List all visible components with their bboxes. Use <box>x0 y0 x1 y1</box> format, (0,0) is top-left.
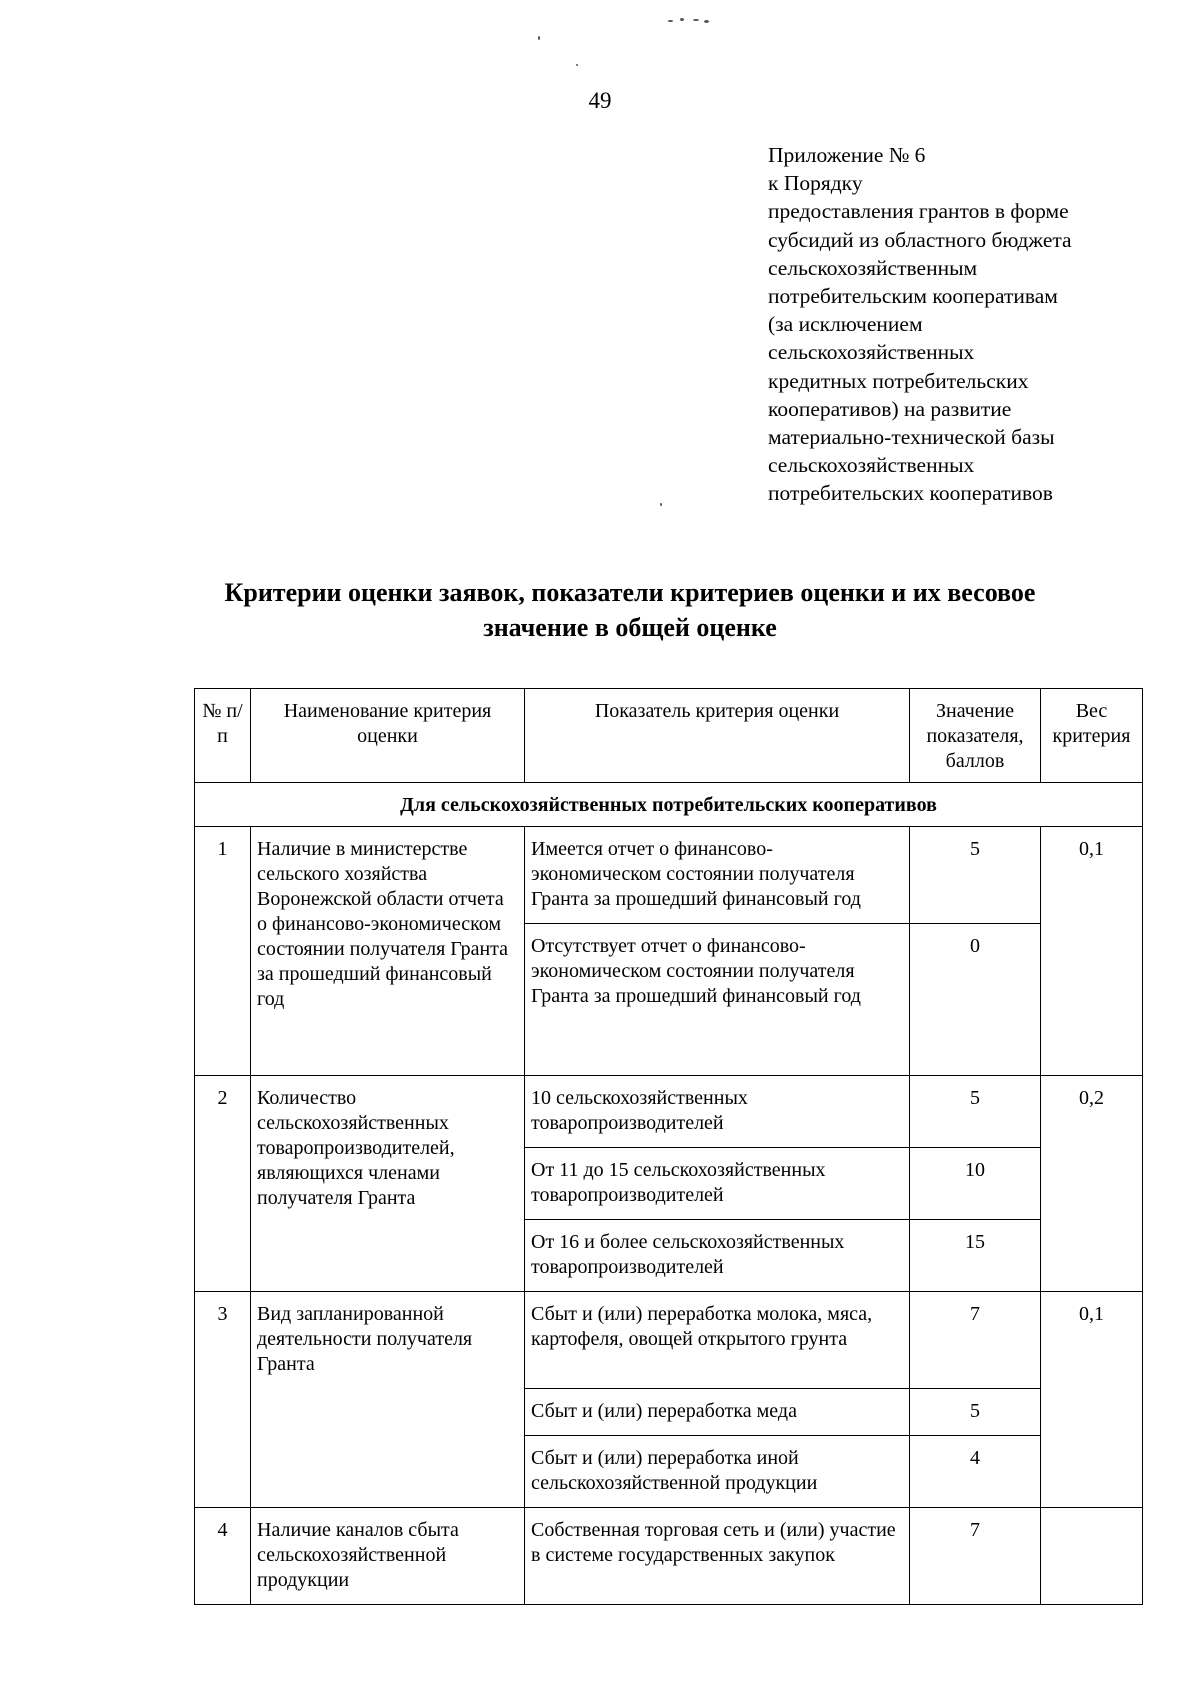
scan-speck <box>538 36 540 40</box>
appendix-line: потребительских кооперативов <box>768 481 1053 506</box>
appendix-line: сельскохозяйственных <box>768 340 975 365</box>
criterion-weight: 0,2 <box>1041 1076 1143 1292</box>
appendix-line: к Порядку <box>768 171 863 196</box>
indicator-value: 10 <box>910 1148 1041 1220</box>
title-line-2: значение в общей оценке <box>483 613 777 642</box>
indicator-text: Собственная торговая сеть и (или) участие в системе государственных закупок <box>525 1508 910 1605</box>
appendix-line: (за исключением <box>768 312 923 337</box>
appendix-line: материально-технической базы <box>768 425 1055 450</box>
appendix-line: кооперативов) на развитие <box>768 396 1012 421</box>
indicator-text: Отсутствует отчет о финансово-экономическом состоянии получателя Гранта за прошедший финансовый год <box>525 924 910 1076</box>
criterion-number: 4 <box>195 1508 251 1605</box>
table-row <box>195 1076 1143 1148</box>
indicator-value: 5 <box>910 1076 1041 1148</box>
appendix-line: предоставления грантов в форме <box>768 199 1069 224</box>
indicator-value: 15 <box>910 1220 1041 1292</box>
appendix-line: кредитных потребительских <box>768 368 1029 393</box>
section-title: Для сельскохозяйственных потребительских кооперативов <box>195 783 1143 827</box>
criterion-weight: 0,1 <box>1041 1292 1143 1508</box>
indicator-value: 7 <box>910 1508 1041 1605</box>
scan-speck <box>704 20 709 23</box>
criterion-weight <box>1041 1508 1143 1605</box>
indicator-text: От 16 и более сельскохозяйственных товаропроизводителей <box>525 1220 910 1292</box>
criterion-number: 1 <box>195 827 251 1076</box>
scan-speck <box>660 503 662 506</box>
table-row <box>195 1292 1143 1389</box>
indicator-text: 10 сельскохозяйственных товаропроизводителей <box>525 1076 910 1148</box>
indicator-text: Сбыт и (или) переработка молока, мяса, картофеля, овощей открытого грунта <box>525 1292 910 1389</box>
header-value: Значение показателя, баллов <box>910 689 1041 783</box>
table-row <box>195 1508 1143 1605</box>
indicator-value: 0 <box>910 924 1041 1076</box>
appendix-line: Приложение № 6 <box>768 143 926 167</box>
header-num: № п/п <box>195 689 251 783</box>
page-number: 49 <box>588 88 612 113</box>
appendix-line: сельскохозяйственных <box>768 453 975 478</box>
indicator-value: 4 <box>910 1436 1041 1508</box>
section-row <box>195 783 1143 827</box>
scan-speck <box>680 18 684 21</box>
header-name: Наименование критерия оценки <box>251 689 525 783</box>
indicator-text: Имеется отчет о финансово-экономическом состоянии получателя Гранта за прошедший финансовый год <box>525 827 910 924</box>
criterion-number: 3 <box>195 1292 251 1508</box>
scan-speck <box>576 64 578 66</box>
criterion-name: Наличие в министерстве сельского хозяйства Воронежской области отчета о финансово-экономическом состоянии получателя Гранта за прошедший финансовый год <box>251 827 525 1076</box>
criterion-name: Наличие каналов сбыта сельскохозяйственной продукции <box>251 1508 525 1605</box>
criterion-name: Количество сельскохозяйственных товаропроизводителей, являющихся членами получателя Гранта <box>251 1076 525 1292</box>
appendix-line: сельскохозяйственным <box>768 255 978 280</box>
criteria-table <box>194 688 1143 1605</box>
indicator-text: Сбыт и (или) переработка меда <box>525 1389 910 1436</box>
criterion-weight: 0,1 <box>1041 827 1143 1076</box>
criterion-name: Вид запланированной деятельности получателя Гранта <box>251 1292 525 1508</box>
indicator-text: От 11 до 15 сельскохозяйственных товаропроизводителей <box>525 1148 910 1220</box>
title-line-1: Критерии оценки заявок, показатели критериев оценки и их весовое <box>224 578 1036 607</box>
scan-speck <box>693 19 699 21</box>
indicator-text: Сбыт и (или) переработка иной сельскохозяйственной продукции <box>525 1436 910 1508</box>
appendix-line: субсидий из областного бюджета <box>768 227 1072 252</box>
indicator-value: 7 <box>910 1292 1041 1389</box>
indicator-value: 5 <box>910 827 1041 924</box>
appendix-line: потребительским кооперативам <box>768 284 1058 309</box>
table-row <box>195 827 1143 924</box>
header-indicator: Показатель критерия оценки <box>525 689 910 783</box>
document-title <box>150 575 1110 645</box>
criterion-number: 2 <box>195 1076 251 1292</box>
indicator-value: 5 <box>910 1389 1041 1436</box>
table-header-row <box>195 689 1143 783</box>
appendix-block <box>768 141 1168 508</box>
header-weight: Вес критерия <box>1041 689 1143 783</box>
scan-speck <box>668 20 673 22</box>
